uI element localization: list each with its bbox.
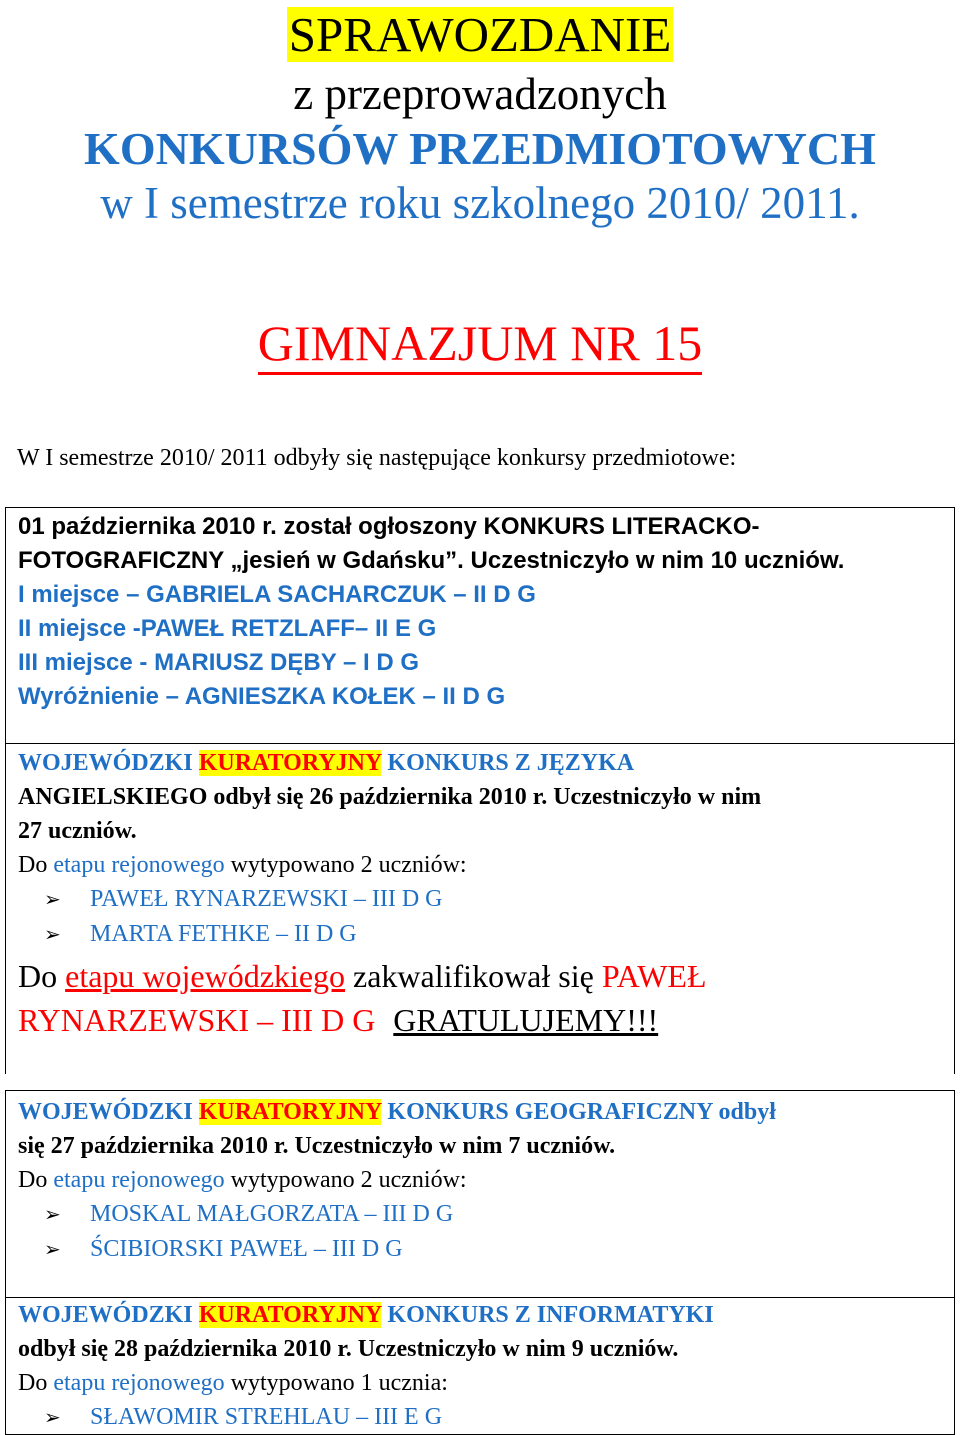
- contest1-line1: 01 października 2010 r. został ogłoszony KONKURS LITERACKO-: [18, 513, 760, 540]
- school-name: GIMNAZJUM NR 15: [0, 314, 960, 375]
- congratulations-text: GRATULUJEMY!!!: [393, 1002, 659, 1038]
- contest2-line3: 27 uczniów.: [18, 818, 137, 844]
- arrow-bullet-icon: ➢: [44, 889, 61, 911]
- arrow-bullet-icon: ➢: [44, 1204, 61, 1226]
- contest2-line2: ANGIELSKIEGO odbył się 26 października 2010 r. Uczestniczyło w nim: [18, 784, 762, 810]
- contest3-line2: się 27 października 2010 r. Uczestniczyło w nim 7 uczniów.: [18, 1133, 616, 1159]
- report-title: SPRAWOZDANIE: [288, 7, 672, 62]
- contest2-student-2: ➢ MARTA FETHKE – II D G: [18, 917, 942, 952]
- arrow-bullet-icon: ➢: [44, 1407, 61, 1429]
- kuratoryjny-highlight: KURATORYJNY: [198, 1099, 382, 1125]
- report-subtitle: z przeprowadzonych: [293, 69, 667, 119]
- report-semester: w I semestrze roku szkolnego 2010/ 2011.: [100, 178, 860, 228]
- contest2-stage: Do etapu rejonowego wytypowano 2 uczniów:: [18, 852, 467, 878]
- contest3-line1: WOJEWÓDZKI KURATORYJNY KONKURS GEOGRAFICZNY odbył: [18, 1099, 776, 1125]
- intro-text: W I semestrze 2010/ 2011 odbyły się następujące konkursy przedmiotowe:: [17, 445, 737, 471]
- contest2-final-line1: Do etapu wojewódzkiego zakwalifikował się PAWEŁ: [18, 958, 707, 994]
- kuratoryjny-highlight: KURATORYJNY: [198, 1302, 382, 1328]
- arrow-bullet-icon: ➢: [44, 1239, 61, 1261]
- contest1-line2: FOTOGRAFICZNY „jesień w Gdańsku”. Uczestniczyło w nim 10 uczniów.: [18, 547, 845, 574]
- contest1-result-1: I miejsce – GABRIELA SACHARCZUK – II D G: [18, 581, 536, 608]
- contest2-line1: WOJEWÓDZKI KURATORYJNY KONKURS Z JĘZYKA: [18, 750, 635, 776]
- contest2-final-line2: RYNARZEWSKI – III D G GRATULUJEMY!!!: [18, 1002, 659, 1038]
- contest4-line1: WOJEWÓDZKI KURATORYJNY KONKURS Z INFORMATYKI: [18, 1302, 714, 1328]
- arrow-bullet-icon: ➢: [44, 924, 61, 946]
- contest-geography-section: [5, 1090, 955, 1298]
- contest1-result-4: Wyróżnienie – AGNIESZKA KOŁEK – II D G: [18, 683, 506, 710]
- report-heading: KONKURSÓW PRZEDMIOTOWYCH: [84, 123, 876, 174]
- contest-informatics-section: [5, 1298, 955, 1435]
- contest4-stage: Do etapu rejonowego wytypowano 1 ucznia:: [18, 1370, 448, 1396]
- contest2-student-1: ➢ PAWEŁ RYNARZEWSKI – III D G: [18, 882, 942, 917]
- contest1-result-2: II miejsce -PAWEŁ RETZLAFF– II E G: [18, 615, 437, 642]
- contest3-student-2: ➢ ŚCIBIORSKI PAWEŁ – III D G: [18, 1232, 942, 1267]
- contest4-student-1: ➢ SŁAWOMIR STREHLAU – III E G: [18, 1400, 942, 1435]
- contest-literary-section: [5, 507, 955, 743]
- contest3-stage: Do etapu rejonowego wytypowano 2 uczniów:: [18, 1167, 467, 1193]
- report-header: [0, 2, 960, 228]
- kuratoryjny-highlight: KURATORYJNY: [198, 750, 382, 776]
- contest-english-section: [5, 743, 955, 1074]
- contest4-line2: odbył się 28 października 2010 r. Uczestniczyło w nim 9 uczniów.: [18, 1336, 679, 1362]
- contest1-result-3: III miejsce - MARIUSZ DĘBY – I D G: [18, 649, 419, 676]
- contest3-student-1: ➢ MOSKAL MAŁGORZATA – III D G: [18, 1197, 942, 1232]
